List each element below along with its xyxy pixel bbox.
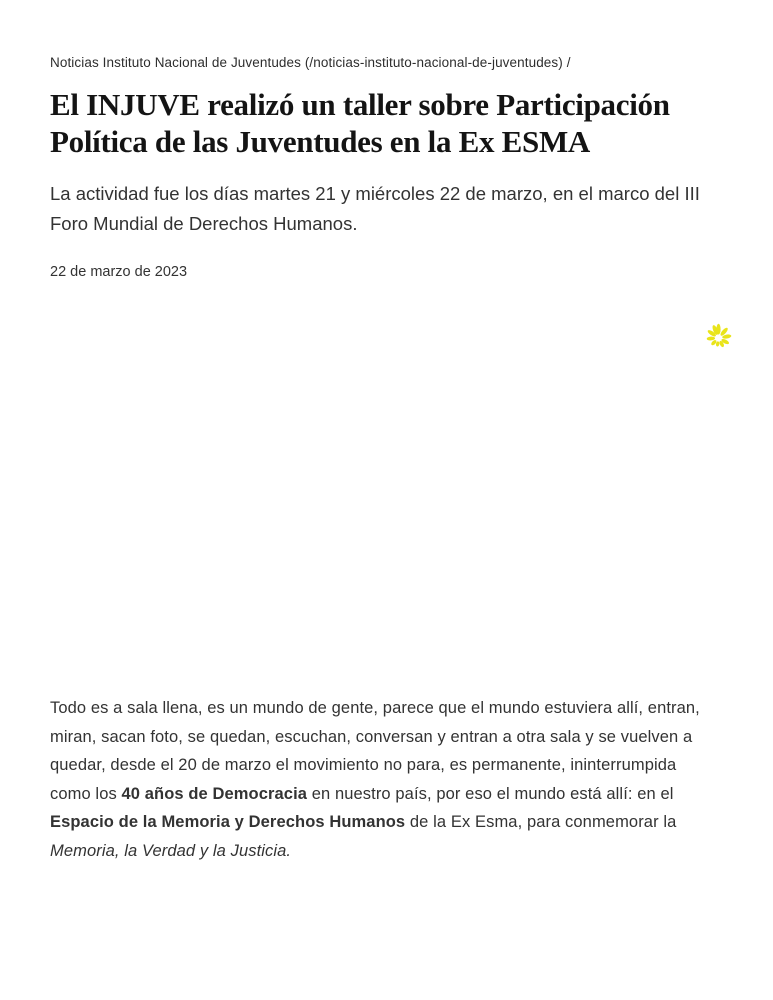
body-text-segment: Memoria, la Verdad y la Justicia. <box>50 841 292 860</box>
article-image-placeholder <box>50 300 723 688</box>
breadcrumb-link[interactable]: Noticias Instituto Nacional de Juventudes (/noticias-instituto-nacional-de-juventudes) <box>50 55 563 70</box>
article-date: 22 de marzo de 2023 <box>50 264 188 280</box>
article-body-paragraph <box>50 694 718 865</box>
body-text-segment: 40 años de Democracia <box>121 784 308 803</box>
page-title: El INJUVE realizó un taller sobre Participación Política de las Juventudes en la Ex ESMA <box>50 87 670 159</box>
loading-spinner-icon <box>702 323 735 353</box>
body-text-segment: en nuestro país, por eso el mundo está allí: en el <box>307 784 674 803</box>
breadcrumb-separator: / <box>566 55 571 70</box>
body-text-segment: de la Ex Esma, para conmemorar la <box>405 813 677 831</box>
body-text-segment: Espacio de la Memoria y Derechos Humanos <box>50 813 406 831</box>
article-lead: La actividad fue los días martes 21 y miércoles 22 de marzo, en el marco del III Foro Mundial de Derechos Humanos. <box>50 183 700 234</box>
body-text-segment: Todo es a sala llena, es un mundo de gente, parece que el mundo estuviera allí, entran, miran, sacan foto, se quedan, escuchan, conversan y entran a otra sala y se vuelven a quedar, desde el 20 de marzo el movimiento no para, es permanente, ininterrumpida como los <box>50 699 700 803</box>
breadcrumb <box>50 54 730 72</box>
